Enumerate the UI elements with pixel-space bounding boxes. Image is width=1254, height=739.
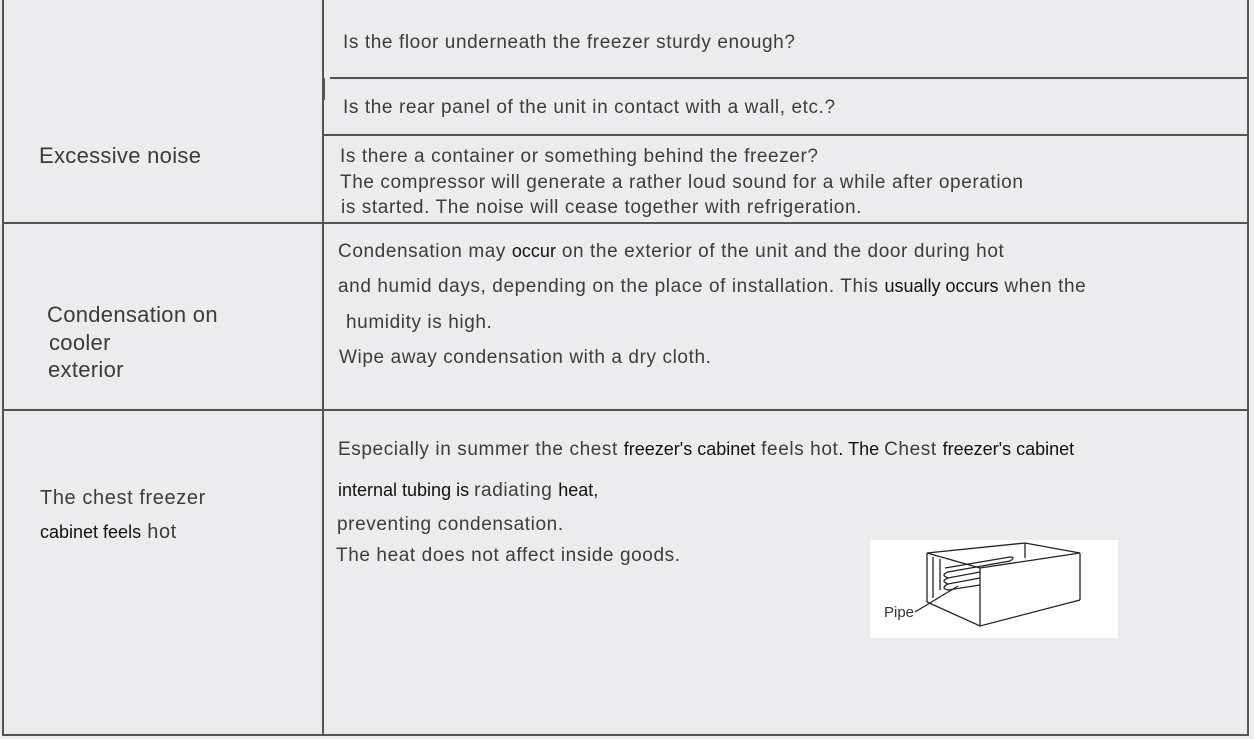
text-segment: when the — [998, 276, 1087, 297]
row-divider — [2, 222, 1249, 224]
condensation-line1 — [338, 241, 1004, 263]
cabinet-hot-line1 — [338, 439, 1074, 461]
problem-excessive-noise: Excessive noise — [39, 143, 202, 168]
chest-freezer-pipe-diagram — [870, 540, 1118, 638]
column-divider — [322, 0, 324, 736]
cause-compressor-sound: The compressor will generate a rather loud sound for a while after operation — [340, 172, 1024, 193]
cabinet-hot-line4: The heat does not affect inside goods. — [336, 545, 681, 566]
problem-cabinet-hot-line1: The chest freezer — [40, 487, 206, 509]
cabinet-hot-line2 — [338, 480, 598, 502]
text-segment: . The — [838, 439, 885, 459]
text-segment: heat, — [558, 480, 599, 500]
cause-floor-sturdy: Is the floor underneath the freezer sturdy enough? — [343, 32, 796, 53]
problem-condensation-line1: Condensation on — [47, 302, 218, 327]
problem-condensation-line3: exterior — [48, 357, 124, 382]
condensation-line4: Wipe away condensation with a dry cloth. — [339, 347, 712, 368]
problem-condensation-line2: cooler — [49, 330, 111, 355]
text-segment: internal tubing is — [338, 480, 475, 500]
text-segment: usually occurs — [884, 276, 999, 296]
cause-rear-panel: Is the rear panel of the unit in contact with a wall, etc.? — [343, 97, 836, 118]
text-segment: Chest — [884, 439, 943, 460]
text-segment: Condensation may — [338, 241, 512, 262]
problem-cabinet-hot-line2 — [40, 521, 177, 544]
row-divider — [2, 409, 1249, 411]
text-segment: occur — [511, 241, 556, 261]
text-segment: freezer's cabinet — [942, 439, 1075, 459]
freezer-pipe-icon — [870, 540, 1118, 638]
divider-tick — [322, 78, 325, 100]
condensation-line2 — [338, 276, 1086, 298]
pipe-label: Pipe — [884, 604, 915, 621]
cause-container-behind: Is there a container or something behind the freezer? — [340, 146, 819, 167]
text-segment: freezer's cabinet — [623, 439, 756, 459]
text-segment: Especially in summer the chest — [338, 439, 624, 460]
cause-compressor-sound-cont: is started. The noise will cease together with refrigeration. — [341, 197, 862, 218]
row-divider — [330, 77, 1247, 79]
text-segment: and humid days, depending on the place of installation. This — [338, 276, 885, 297]
text-segment: radiating — [474, 480, 559, 501]
cabinet-hot-line3: preventing condensation. — [337, 514, 564, 535]
condensation-line3: humidity is high. — [346, 312, 493, 333]
text-segment: on the exterior of the unit and the door during hot — [555, 241, 1005, 262]
text-segment: feels hot — [755, 439, 839, 460]
text-segment: cabinet feels — [40, 522, 142, 542]
row-divider — [322, 134, 1247, 136]
text-segment: hot — [141, 521, 177, 543]
